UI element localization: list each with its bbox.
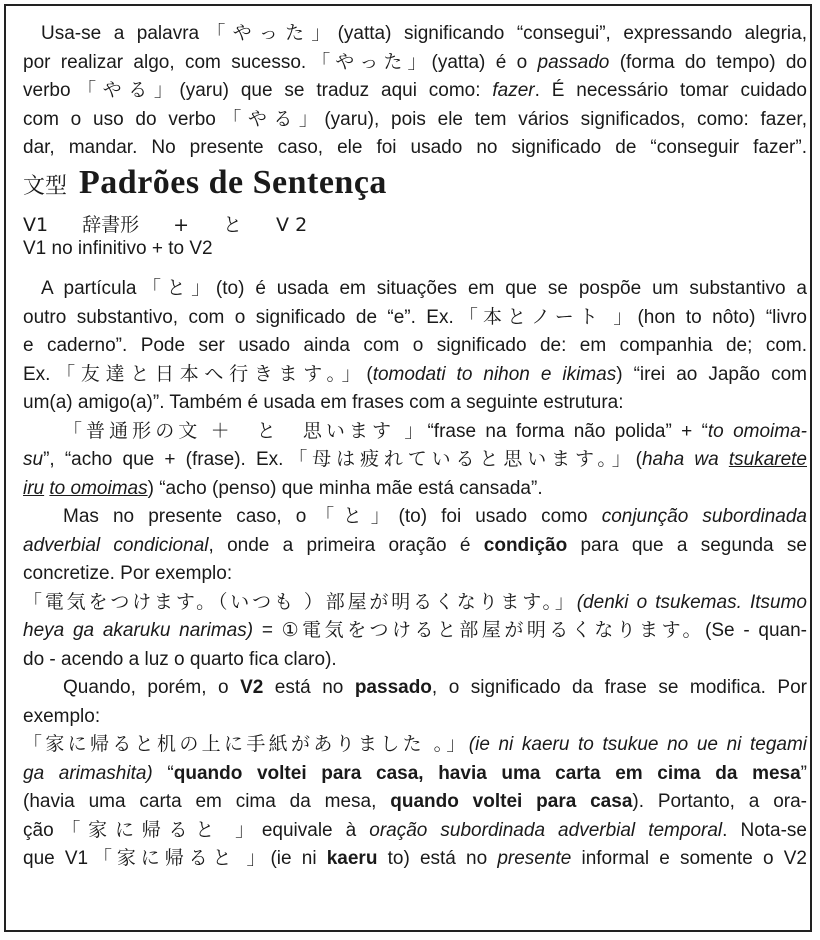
text-span: (havia uma carta em cima da mesa, (23, 791, 391, 812)
text-span: exemplo: (23, 705, 101, 727)
text-span: Quando, porém, o (63, 677, 241, 698)
text-line (23, 361, 807, 390)
text-line (23, 389, 807, 418)
romaji-text: to omoima- (707, 420, 807, 442)
text-line (23, 49, 807, 78)
text-span: outro substantivo, com o significado de “e”. Ex.「本とノート 」(hon to nôto) “livro (23, 306, 807, 328)
romaji-text: heya ga akaruku narimas) (23, 620, 254, 641)
text-line (23, 674, 807, 703)
romaji-text: haha wa (641, 449, 729, 470)
text-span: Usa-se a palavra「やった」(yatta) significando “consegui”, expressando alegria, (41, 23, 807, 44)
text-span: verbo「やる」(yaru) que se traduz aqui como: (23, 80, 493, 101)
text-span: . É necessário tomar cuidado (534, 80, 807, 101)
romaji-text: tomodati to nihon e ikimas (372, 363, 617, 385)
text-span: um(a) amigo(a)”. Também é usada em frases com a seguinte estrutura: (23, 392, 624, 413)
bold-text: kaeru (326, 848, 378, 869)
text-span: dar, mandar. No presente caso, ele foi usado no significado de “conseguir fazer”. (23, 137, 807, 158)
emphasis-text: passado (537, 51, 610, 73)
text-line (23, 731, 807, 760)
text-line (23, 77, 807, 106)
bold-text: condição (483, 534, 568, 556)
text-line (23, 275, 807, 304)
emphasis-text: oração subordinada adverbial temporal (369, 819, 723, 841)
text-line (23, 845, 807, 874)
text-span: to) está no (377, 848, 498, 869)
section-heading (23, 163, 807, 202)
text-line (23, 304, 807, 333)
text-line (23, 589, 807, 618)
text-span: ). Portanto, a ora- (632, 791, 807, 812)
text-span: . Nota-se (722, 819, 807, 841)
pattern-dictionary-form: 辞書形 (82, 214, 140, 236)
bold-text: passado (354, 677, 432, 698)
paragraph-past-tense (23, 674, 807, 874)
sentence-pattern (23, 213, 807, 261)
text-span: Mas no presente caso, o「と」(to) foi usado como (63, 506, 602, 527)
romaji-text: (denki o tsukemas. Itsumo (576, 591, 807, 613)
text-span: , onde a primeira oração é (208, 534, 484, 556)
page-frame (4, 4, 812, 932)
text-span: ) “acho (penso) que minha mãe está cansada”. (147, 477, 543, 499)
text-span: (forma do tempo) do (609, 51, 807, 73)
text-line (23, 703, 807, 732)
text-span: 「家に帰ると机の上に手紙がありました 。」 (23, 734, 469, 755)
text-span: ” (800, 762, 807, 784)
text-span: e caderno”. Pode ser usado ainda com o significado de: em companhia de; com. (23, 335, 807, 356)
text-span: com o uso do verbo「やる」(yaru), pois ele tem vários significados, como: fazer, (23, 108, 807, 130)
text-line (23, 134, 807, 163)
emphasis-text: conjunção subordinada (601, 506, 807, 527)
bold-text: V2 (240, 677, 264, 698)
pattern-v2: V 2 (276, 214, 308, 236)
text-line (23, 20, 807, 49)
text-span: do - acendo a luz o quarto fica claro). (23, 648, 337, 670)
romaji-text: (ie ni kaeru to tsukue no ue ni tegami (468, 734, 807, 755)
heading-title: Padrões de Sentença (79, 163, 387, 201)
text-span: Ex.「友達と日本へ行きます。」( (23, 363, 373, 385)
text-span: está no (263, 677, 355, 698)
text-line (23, 332, 807, 361)
text-span: , o significado da frase se modifica. Por (431, 677, 807, 698)
heading-jp-label: 文型 (23, 173, 68, 199)
text-line (23, 817, 807, 846)
text-line (23, 106, 807, 135)
document-body (23, 20, 807, 874)
text-span: informal e somente o V2 (571, 848, 807, 869)
bold-text: quando voltei para casa (390, 791, 633, 812)
emphasis-text: adverbial condicional (23, 534, 209, 556)
emphasis-text: fazer (492, 80, 535, 101)
text-span: 「普通形の文 ＋ と 思います 」“frase na forma não polida” + “ (63, 420, 708, 442)
pattern-plus: + (173, 214, 190, 236)
text-span: que V1「家に帰ると 」(ie ni (23, 848, 327, 869)
pattern-formula (23, 213, 807, 237)
text-line (23, 760, 807, 789)
bold-text: quando voltei para casa, havia uma carta em cima da mesa (173, 762, 801, 784)
romaji-underlined: to omoimas (49, 477, 148, 499)
text-span: “ (152, 762, 174, 784)
text-span: A partícula「と」(to) é usada em situações em que se pospõe um substantivo a (41, 278, 807, 299)
emphasis-text: presente (497, 848, 572, 869)
romaji-text: su (23, 449, 44, 470)
text-span: concretize. Por exemplo: (23, 563, 233, 584)
text-span: 「電気をつけます。（いつも ）部屋が明るくなります。」 (23, 591, 577, 613)
pattern-to: と (223, 214, 243, 236)
text-span: por realizar algo, com sucesso.「やった」(yatta) é o (23, 51, 538, 73)
text-line (23, 646, 807, 675)
pattern-v1: V1 (23, 214, 49, 236)
text-span: ção「家に帰ると 」equivale à (23, 819, 370, 841)
pattern-translation: V1 no infinitivo + to V2 (23, 238, 213, 259)
text-span: para que a segunda se (567, 534, 807, 556)
romaji-underlined: iru (23, 477, 45, 499)
text-line (23, 617, 807, 646)
romaji-text: ga arimashita) (23, 762, 153, 784)
text-line (23, 532, 807, 561)
text-line (23, 788, 807, 817)
text-span: = ①電気をつけると部屋が明るくなります。(Se - quan- (253, 620, 808, 641)
text-line (23, 475, 807, 504)
paragraph-particle-to (23, 275, 807, 503)
text-line (23, 446, 807, 475)
text-line (23, 418, 807, 447)
text-line (23, 560, 807, 589)
text-span: ) “irei ao Japão com (616, 363, 807, 385)
paragraph-conditional (23, 503, 807, 674)
intro-paragraph (23, 20, 807, 163)
text-line (23, 503, 807, 532)
romaji-underlined: tsukarete (728, 449, 807, 470)
text-span: ”, “acho que + (frase). Ex.「母は疲れていると思います。」( (43, 449, 642, 470)
